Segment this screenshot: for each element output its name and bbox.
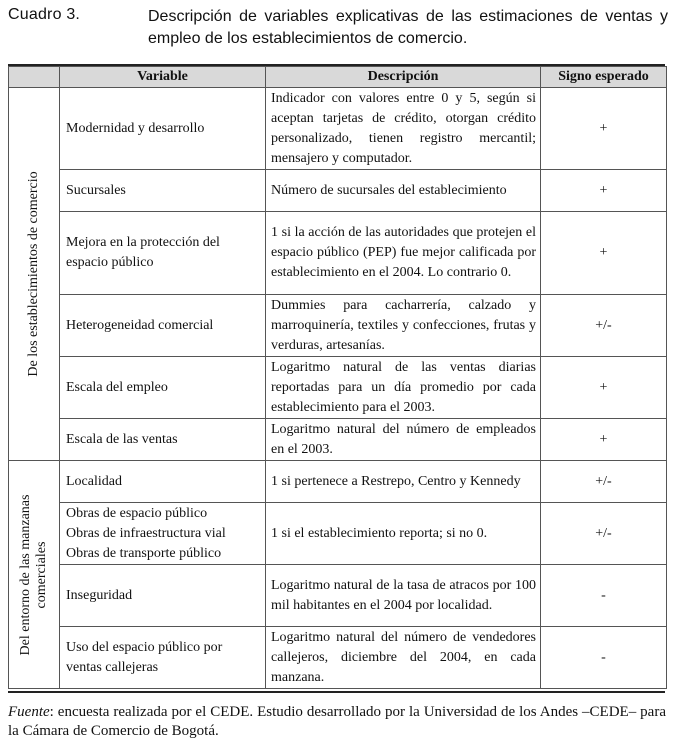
table-row <box>9 88 667 170</box>
table-row <box>9 419 667 461</box>
description-cell: 1 si la acción de las autoridades que protejen el espacio público (PEP) fue mejor calificada por establecimiento en el 2004. Lo contrario 0. <box>266 212 541 295</box>
description-cell: Número de sucursales del establecimiento <box>266 170 541 212</box>
variable-cell: Obras de espacio público Obras de infraestructura vial Obras de transporte público <box>60 503 266 565</box>
header-description: Descripción <box>266 67 541 88</box>
description-cell: Indicador con valores entre 0 y 5, según si aceptan tarjetas de crédito, otorgan crédito personalizado, tienen registro mercantil; mensajero y computador. <box>266 88 541 170</box>
header-group <box>9 67 60 88</box>
description-cell: Logaritmo natural de las ventas diarias reportadas para un día promedio por cada establecimiento para el 2003. <box>266 357 541 419</box>
sign-cell: +/- <box>541 503 667 565</box>
sign-cell: +/- <box>541 295 667 357</box>
table-row <box>9 461 667 503</box>
variables-table <box>8 66 667 689</box>
sign-cell: - <box>541 565 667 627</box>
table-title: Descripción de variables explicativas de las estimaciones de ventas y empleo de los establecimientos de comercio. <box>148 8 668 47</box>
table-row <box>9 627 667 689</box>
table-row <box>9 357 667 419</box>
bottom-rule <box>8 691 665 693</box>
variable-cell: Modernidad y desarrollo <box>60 88 266 170</box>
group-cell <box>9 88 60 461</box>
description-cell: Logaritmo natural del número de vendedores callejeros, diciembre del 2004, en cada manzana. <box>266 627 541 689</box>
header-sign: Signo esperado <box>541 67 667 88</box>
sign-cell: + <box>541 170 667 212</box>
variable-cell: Mejora en la protección del espacio público <box>60 212 266 295</box>
variable-cell: Escala de las ventas <box>60 419 266 461</box>
table-row <box>9 212 667 295</box>
table-row <box>9 295 667 357</box>
description-cell: Dummies para cacharrería, calzado y marroquinería, textiles y confecciones, frutas y verduras, artesanías. <box>266 295 541 357</box>
description-cell: 1 si pertenece a Restrepo, Centro y Kennedy <box>266 461 541 503</box>
header-variable: Variable <box>60 67 266 88</box>
group-label: De los establecimientos de comercio <box>26 171 41 377</box>
variable-cell: Heterogeneidad comercial <box>60 295 266 357</box>
variable-cell: Escala del empleo <box>60 357 266 419</box>
table-number: Cuadro 3. <box>8 6 81 23</box>
table-row <box>9 503 667 565</box>
source-note <box>8 703 666 741</box>
sign-cell: + <box>541 212 667 295</box>
table-row <box>9 565 667 627</box>
table-row <box>9 170 667 212</box>
description-cell: Logaritmo natural del número de empleados en el 2003. <box>266 419 541 461</box>
source-text: : encuesta realizada por el CEDE. Estudio desarrollado por la Universidad de los Andes –CEDE– para la Cámara de Comercio de Bogotá. <box>8 704 666 739</box>
group-cell <box>9 461 60 689</box>
group-label: Del entorno de las manzanas comerciales <box>18 494 49 655</box>
variable-cell: Uso del espacio público por ventas callejeras <box>60 627 266 689</box>
source-label: Fuente <box>8 704 50 720</box>
variable-cell: Localidad <box>60 461 266 503</box>
sign-cell: - <box>541 627 667 689</box>
sign-cell: + <box>541 88 667 170</box>
description-cell: Logaritmo natural de la tasa de atracos por 100 mil habitantes en el 2004 por localidad. <box>266 565 541 627</box>
sign-cell: + <box>541 357 667 419</box>
sign-cell: + <box>541 419 667 461</box>
header-row <box>9 67 667 88</box>
sign-cell: +/- <box>541 461 667 503</box>
variable-cell: Sucursales <box>60 170 266 212</box>
description-cell: 1 si el establecimiento reporta; si no 0. <box>266 503 541 565</box>
variable-cell: Inseguridad <box>60 565 266 627</box>
